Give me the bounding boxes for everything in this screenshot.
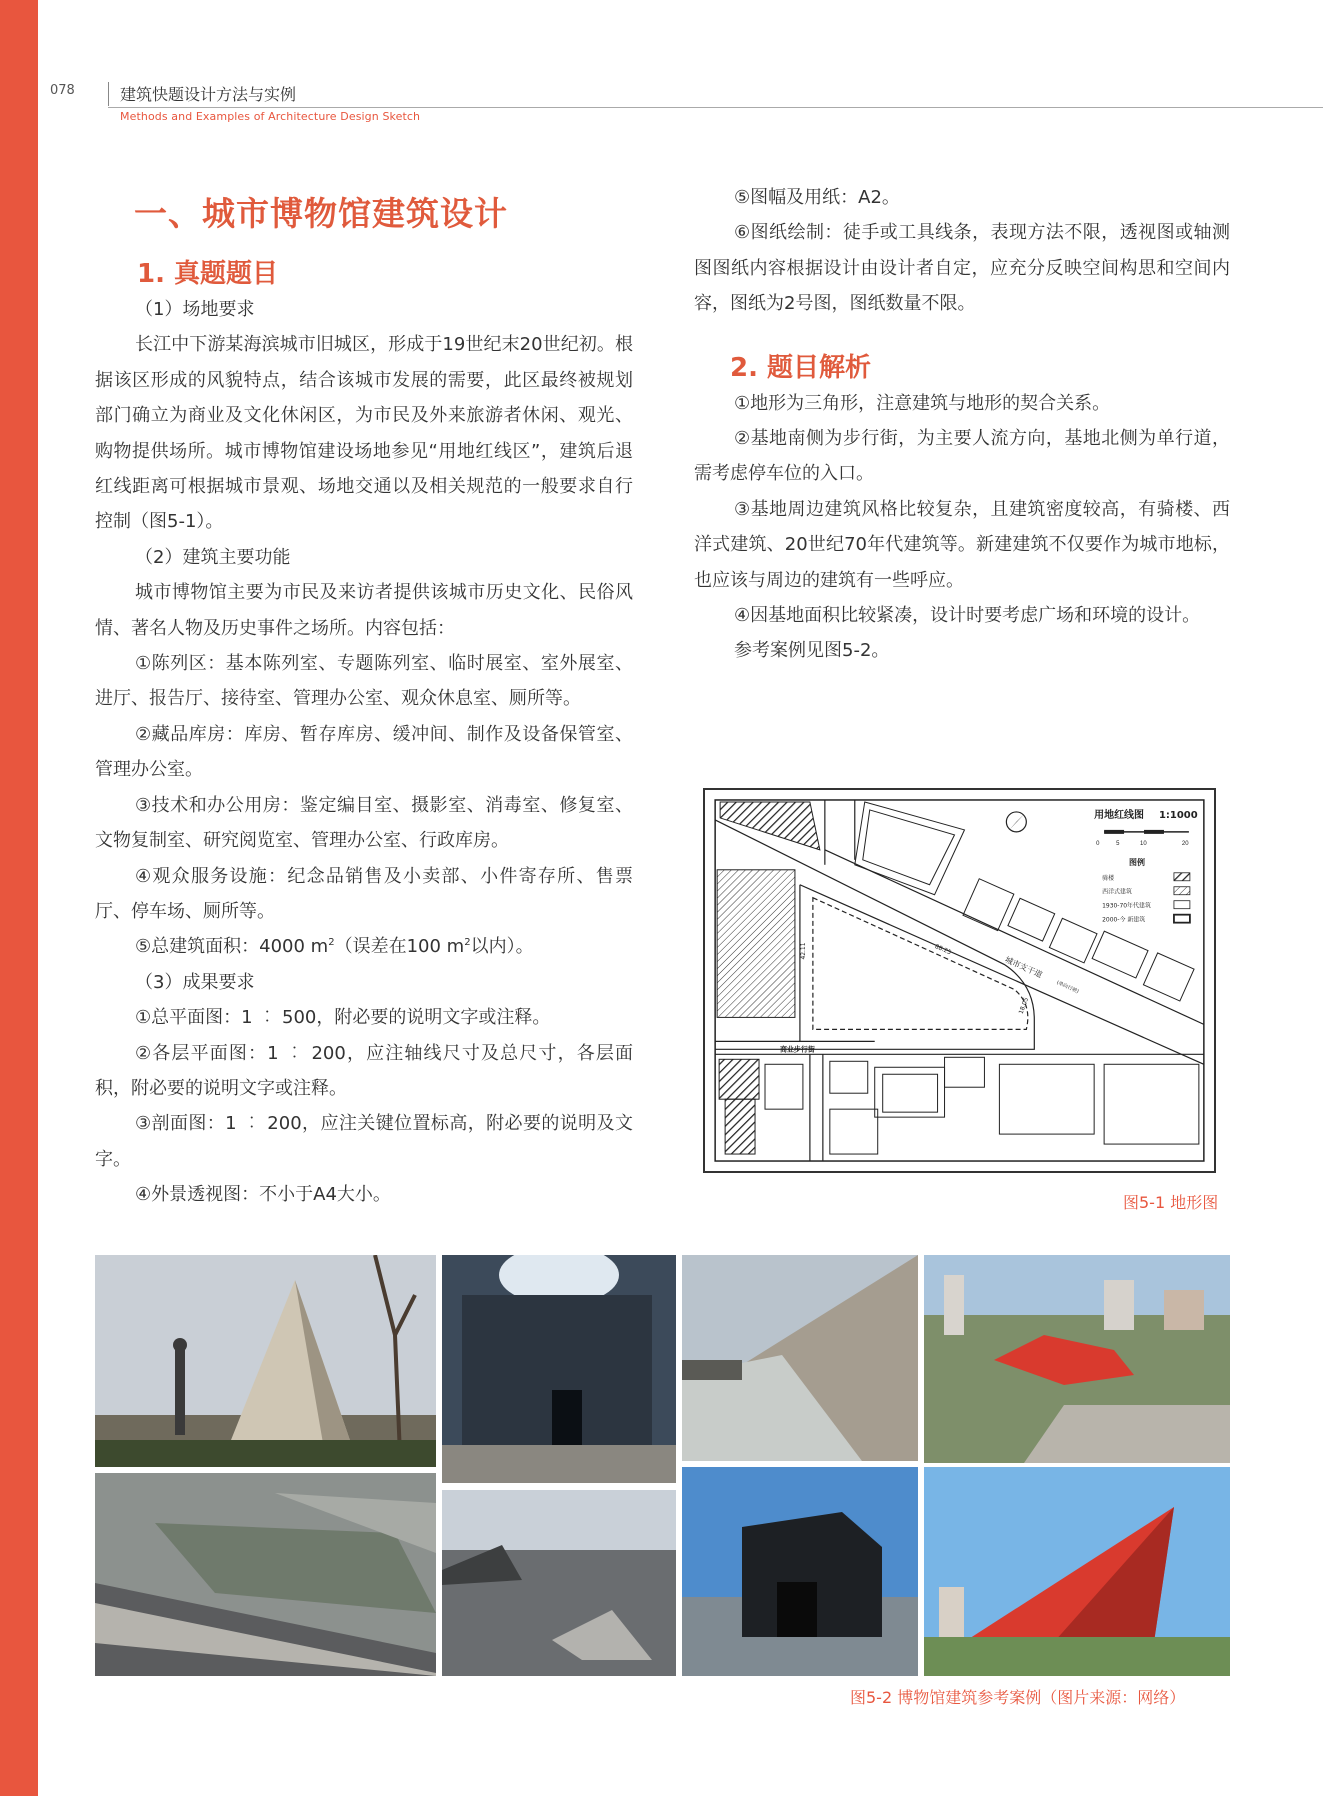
photo-black-cube	[682, 1467, 918, 1676]
function-item-4: ④观众服务设施：纪念品销售及小卖部、小件寄存所、售票厅、停车场、厕所等。	[95, 865, 633, 922]
page-number: 078	[50, 83, 75, 98]
right-column	[694, 180, 1230, 669]
legend-title: 图例	[1129, 857, 1145, 867]
heading-real-question: 1. 真题题目	[137, 259, 279, 289]
edge-color-bar	[0, 0, 38, 1796]
map-scale: 1:1000	[1158, 809, 1198, 821]
dimension-top: 88.25	[933, 943, 953, 957]
legend-item-new: 2000-今 新建筑	[1102, 916, 1146, 924]
section-title: 一、城市博物馆建筑设计	[134, 194, 508, 233]
photo-dark-glass-box	[442, 1255, 676, 1483]
dimension-left: 42.11	[799, 942, 807, 960]
results-heading: （3）成果要求	[135, 971, 255, 993]
analysis-item-4: ④因基地面积比较紧凑，设计时要考虑广场和环境的设计。	[734, 605, 1201, 627]
analysis-reference: 参考案例见图5-2。	[734, 640, 890, 662]
legend-item-western: 西洋式建筑	[1102, 888, 1132, 896]
scale-tick-10: 10	[1140, 840, 1147, 847]
analysis-item-1: ①地形为三角形，注意建筑与地形的契合关系。	[734, 392, 1111, 414]
scale-tick-20: 20	[1181, 840, 1189, 847]
dimension-right: 18.05	[1017, 996, 1031, 1016]
photo-triangle-memorial	[95, 1255, 436, 1467]
figure-5-1-caption: 图5-1 地形图	[1123, 1193, 1219, 1212]
functions-paragraph: 城市博物馆主要为市民及来访者提供该城市历史文化、民俗风情、著名人物及历史事件之场所。内容包括：	[95, 582, 633, 639]
road-label-note: (单向行驶)	[1055, 979, 1080, 995]
functions-heading: （2）建筑主要功能	[135, 546, 291, 568]
result-item-5: ⑤图幅及用纸：A2。	[734, 187, 900, 208]
site-requirements-heading: （1）场地要求	[135, 299, 255, 320]
function-item-3: ③技术和办公用房：鉴定编目室、摄影室、消毒室、修复室、文物复制室、研究阅览室、管理办公室、行政库房。	[95, 794, 633, 852]
result-item-6: ⑥图纸绘制：徒手或工具线条，表现方法不限，透视图或轴测图图纸内容根据设计由设计者自定，应充分反映空间构思和空间内容，图纸为2号图，图纸数量不限。	[694, 222, 1230, 315]
scale-tick-5: 5	[1116, 840, 1120, 847]
function-item-1: ①陈列区：基本陈列室、专题陈列室、临时展室、室外展室、进厅、报告厅、接待室、管理办公室、观众休息室、厕所等。	[95, 653, 633, 710]
book-title: 建筑快题设计方法与实例	[120, 85, 297, 104]
left-column	[95, 256, 633, 1213]
street-label: 商业步行街	[779, 1045, 815, 1054]
photo-museum-aerial	[95, 1473, 436, 1676]
site-paragraph: 长江中下游某海滨城市旧城区，形成于19世纪末20世纪初。根据该区形成的风貌特点，结合该城市发展的需要，此区最终被规划部门确立为商业及文化休闲区，为市民及外来旅游者休闲、观光、购物提供场所。城市博物馆建设场地参见“用地红线区”，建筑后退红线距离可根据城市景观、场地交通以及相关规范的一般要求自行控制（图5-1）。	[95, 334, 633, 533]
result-item-1: ①总平面图：1 ︰ 500，附必要的说明文字或注释。	[135, 1007, 551, 1029]
analysis-item-2: ②基地南侧为步行街，为主要人流方向，基地北侧为单行道，需考虑停车位的入口。	[694, 428, 1230, 485]
result-item-2: ②各层平面图：1 ︰ 200，应注轴线尺寸及总尺寸，各层面积，附必要的说明文字或注释。	[95, 1042, 633, 1099]
function-item-5: ⑤总建筑面积：4000 $m^2$（误差在100 $m^2$以内）。	[135, 936, 534, 958]
legend-item-arcade: 骑楼	[1102, 874, 1115, 882]
analysis-item-3: ③基地周边建筑风格比较复杂，且建筑密度较高，有骑楼、西洋式建筑、20世纪70年代建筑等。新建建筑不仅要作为城市地标，也应该与周边的建筑有一些呼应。	[694, 498, 1230, 591]
road-label-main: 城市支干道	[1003, 955, 1044, 980]
result-item-3: ③剖面图：1 ︰ 200，应注关键位置标高，附必要的说明及文字。	[95, 1113, 633, 1170]
photo-plaza-wedge	[442, 1490, 676, 1676]
site-plan-drawing	[705, 790, 1214, 1171]
function-item-2: ②藏品库房：库房、暂存库房、缓冲间、制作及设备保管室、管理办公室。	[95, 723, 633, 781]
header-separator	[108, 82, 109, 106]
book-subtitle: Methods and Examples of Architecture Design Sketch	[120, 110, 421, 123]
legend-item-1930s: 1930-70年代建筑	[1102, 902, 1151, 910]
map-title: 用地红线图	[1094, 809, 1145, 821]
heading-analysis: 2. 题目解析	[730, 352, 872, 383]
result-item-4: ④外景透视图：不小于A4大小。	[135, 1184, 391, 1206]
photo-red-roof-aerial	[924, 1255, 1230, 1463]
photo-red-roof-building	[924, 1467, 1230, 1676]
header-rule	[108, 107, 1323, 108]
photo-long-wall	[682, 1255, 918, 1461]
scale-tick-0: 0	[1096, 840, 1100, 847]
figure-5-2-caption: 图5-2 博物馆建筑参考案例（图片来源：网络）	[850, 1688, 1186, 1707]
site-plan-map	[703, 788, 1216, 1173]
